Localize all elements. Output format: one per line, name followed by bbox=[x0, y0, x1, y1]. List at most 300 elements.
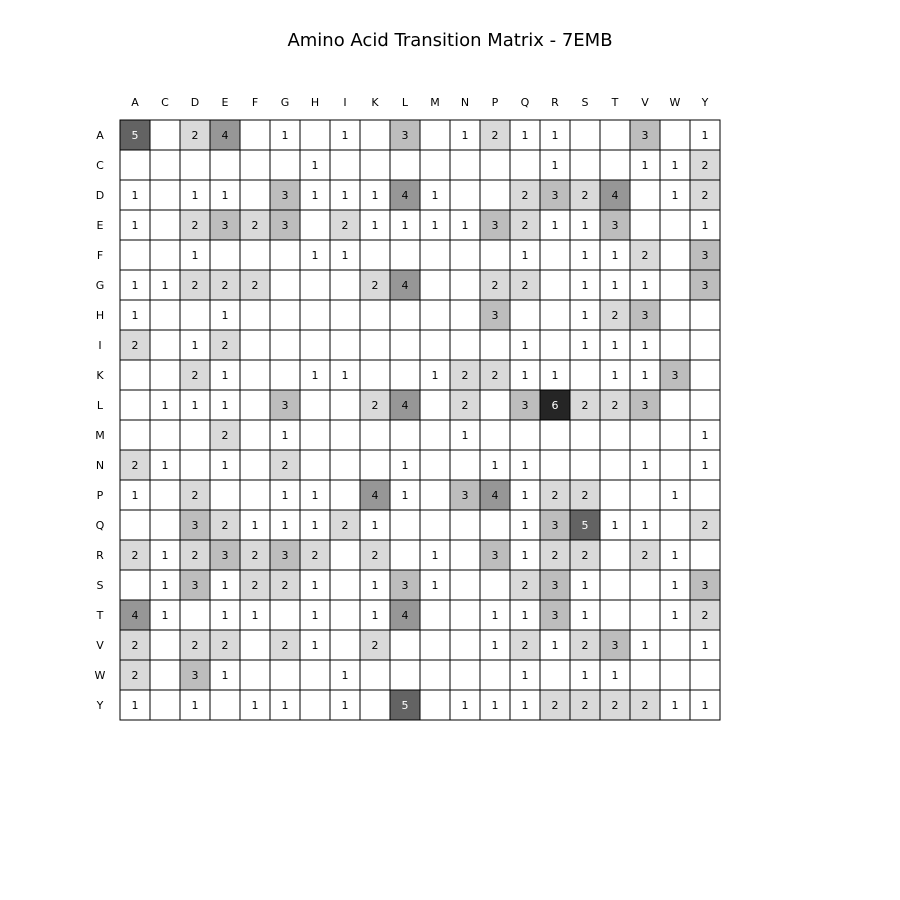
heatmap-cell-S-A bbox=[120, 570, 150, 600]
cell-value-label: 2 bbox=[461, 369, 469, 382]
heatmap-cell-K-A bbox=[120, 360, 150, 390]
cell-value-label: 1 bbox=[521, 519, 529, 532]
cell-value-label: 2 bbox=[221, 279, 229, 292]
heatmap-cell-Y-E bbox=[210, 690, 240, 720]
heatmap-cell-M-H bbox=[300, 420, 330, 450]
heatmap-cell-T-G bbox=[270, 600, 300, 630]
heatmap-cell-R-Y bbox=[690, 540, 720, 570]
heatmap-cell-T-N bbox=[450, 600, 480, 630]
cell-value-label: 2 bbox=[461, 399, 469, 412]
cell-value-label: 1 bbox=[521, 369, 529, 382]
heatmap-cell-V-W bbox=[660, 630, 690, 660]
cell-value-label: 1 bbox=[701, 459, 709, 472]
cell-value-label: 2 bbox=[251, 219, 259, 232]
row-label-W: W bbox=[94, 669, 106, 682]
heatmap-cell-D-V bbox=[630, 180, 660, 210]
heatmap-cell-L-F bbox=[240, 390, 270, 420]
heatmap-cell-R-N bbox=[450, 540, 480, 570]
heatmap-cell-I-K bbox=[360, 330, 390, 360]
cell-value-label: 1 bbox=[581, 579, 589, 592]
cell-value-label: 1 bbox=[161, 459, 169, 472]
cell-value-label: 3 bbox=[491, 309, 499, 322]
cell-value-label: 2 bbox=[341, 519, 349, 532]
cell-value-label: 1 bbox=[641, 339, 649, 352]
heatmap-cell-M-I bbox=[330, 420, 360, 450]
row-label-Y: Y bbox=[96, 699, 104, 712]
cell-value-label: 3 bbox=[221, 549, 229, 562]
heatmap-cell-K-L bbox=[390, 360, 420, 390]
cell-value-label: 2 bbox=[581, 489, 589, 502]
cell-value-label: 1 bbox=[431, 549, 439, 562]
heatmap-cell-E-W bbox=[660, 210, 690, 240]
heatmap-cell-N-N bbox=[450, 450, 480, 480]
cell-value-label: 2 bbox=[611, 399, 619, 412]
heatmap-cell-Q-W bbox=[660, 510, 690, 540]
heatmap-cell-I-M bbox=[420, 330, 450, 360]
heatmap-cell-N-I bbox=[330, 450, 360, 480]
cell-value-label: 2 bbox=[641, 549, 649, 562]
heatmap-cell-G-W bbox=[660, 270, 690, 300]
cell-value-label: 1 bbox=[251, 699, 259, 712]
cell-value-label: 3 bbox=[641, 399, 649, 412]
cell-value-label: 1 bbox=[431, 369, 439, 382]
heatmap-cell-K-S bbox=[570, 360, 600, 390]
cell-value-label: 1 bbox=[611, 339, 619, 352]
cell-value-label: 2 bbox=[581, 189, 589, 202]
cell-value-label: 3 bbox=[281, 219, 289, 232]
row-label-N: N bbox=[95, 459, 105, 472]
heatmap-cell-R-I bbox=[330, 540, 360, 570]
heatmap-cell-C-P bbox=[480, 150, 510, 180]
cell-value-label: 1 bbox=[461, 699, 469, 712]
cell-value-label: 3 bbox=[461, 489, 469, 502]
heatmap-cell-H-G bbox=[270, 300, 300, 330]
heatmap-cell-F-M bbox=[420, 240, 450, 270]
heatmap-cell-C-D bbox=[180, 150, 210, 180]
cell-value-label: 3 bbox=[491, 219, 499, 232]
column-label-E: E bbox=[221, 96, 229, 109]
cell-value-label: 1 bbox=[521, 339, 529, 352]
heatmap-cell-W-W bbox=[660, 660, 690, 690]
heatmap-cell-C-Q bbox=[510, 150, 540, 180]
cell-value-label: 1 bbox=[131, 489, 139, 502]
heatmap-cell-P-M bbox=[420, 480, 450, 510]
heatmap-cell-N-D bbox=[180, 450, 210, 480]
cell-value-label: 1 bbox=[611, 279, 619, 292]
column-label-D: D bbox=[190, 96, 200, 109]
heatmap-cell-F-A bbox=[120, 240, 150, 270]
heatmap-cell-W-M bbox=[420, 660, 450, 690]
cell-value-label: 1 bbox=[191, 399, 199, 412]
cell-value-label: 2 bbox=[341, 219, 349, 232]
heatmap-cell-W-F bbox=[240, 660, 270, 690]
cell-value-label: 1 bbox=[131, 189, 139, 202]
heatmap-cell-S-I bbox=[330, 570, 360, 600]
cell-value-label: 1 bbox=[521, 489, 529, 502]
heatmap-cell-C-G bbox=[270, 150, 300, 180]
heatmap-cell-N-M bbox=[420, 450, 450, 480]
heatmap-cell-W-H bbox=[300, 660, 330, 690]
cell-value-label: 2 bbox=[281, 459, 289, 472]
heatmap-cell-W-L bbox=[390, 660, 420, 690]
cell-value-label: 1 bbox=[191, 339, 199, 352]
cell-value-label: 3 bbox=[641, 309, 649, 322]
cell-value-label: 2 bbox=[221, 639, 229, 652]
heatmap-cell-Q-P bbox=[480, 510, 510, 540]
heatmap-cell-P-I bbox=[330, 480, 360, 510]
heatmap-cell-Q-A bbox=[120, 510, 150, 540]
heatmap-cell-L-Y bbox=[690, 390, 720, 420]
heatmap-cell-Q-L bbox=[390, 510, 420, 540]
column-label-M: M bbox=[430, 96, 440, 109]
cell-value-label: 1 bbox=[521, 459, 529, 472]
cell-value-label: 1 bbox=[131, 309, 139, 322]
cell-value-label: 2 bbox=[251, 549, 259, 562]
heatmap-cell-G-N bbox=[450, 270, 480, 300]
heatmap-cell-I-P bbox=[480, 330, 510, 360]
cell-value-label: 1 bbox=[191, 189, 199, 202]
cell-value-label: 2 bbox=[701, 189, 709, 202]
row-label-A: A bbox=[96, 129, 104, 142]
column-label-L: L bbox=[401, 96, 409, 109]
cell-value-label: 1 bbox=[581, 609, 589, 622]
heatmap-cell-S-P bbox=[480, 570, 510, 600]
heatmap-cell-Y-C bbox=[150, 690, 180, 720]
cell-value-label: 1 bbox=[521, 609, 529, 622]
heatmap-cell-C-F bbox=[240, 150, 270, 180]
cell-value-label: 2 bbox=[191, 219, 199, 232]
cell-value-label: 2 bbox=[521, 579, 529, 592]
heatmap-cell-M-L bbox=[390, 420, 420, 450]
cell-value-label: 4 bbox=[491, 489, 499, 502]
heatmap-cell-F-P bbox=[480, 240, 510, 270]
cell-value-label: 4 bbox=[131, 609, 139, 622]
heatmap-cell-Q-N bbox=[450, 510, 480, 540]
cell-value-label: 1 bbox=[701, 429, 709, 442]
heatmap-cell-M-Q bbox=[510, 420, 540, 450]
cell-value-label: 3 bbox=[191, 579, 199, 592]
heatmap-cell-H-Y bbox=[690, 300, 720, 330]
cell-value-label: 1 bbox=[281, 129, 289, 142]
cell-value-label: 2 bbox=[131, 549, 139, 562]
heatmap-cell-L-I bbox=[330, 390, 360, 420]
cell-value-label: 1 bbox=[251, 519, 259, 532]
cell-value-label: 1 bbox=[581, 669, 589, 682]
heatmap-cell-S-T bbox=[600, 570, 630, 600]
cell-value-label: 1 bbox=[491, 609, 499, 622]
cell-value-label: 2 bbox=[251, 279, 259, 292]
heatmap-cell-K-K bbox=[360, 360, 390, 390]
cell-value-label: 3 bbox=[671, 369, 679, 382]
cell-value-label: 2 bbox=[371, 399, 379, 412]
cell-value-label: 1 bbox=[311, 369, 319, 382]
cell-value-label: 2 bbox=[641, 699, 649, 712]
cell-value-label: 1 bbox=[551, 219, 559, 232]
heatmap-cell-Y-M bbox=[420, 690, 450, 720]
heatmap-cell-C-M bbox=[420, 150, 450, 180]
cell-value-label: 1 bbox=[701, 129, 709, 142]
cell-value-label: 4 bbox=[401, 279, 409, 292]
heatmap-cell-H-F bbox=[240, 300, 270, 330]
cell-value-label: 2 bbox=[191, 489, 199, 502]
heatmap-cell-F-E bbox=[210, 240, 240, 270]
cell-value-label: 1 bbox=[281, 489, 289, 502]
row-label-R: R bbox=[96, 549, 104, 562]
cell-value-label: 2 bbox=[701, 159, 709, 172]
cell-value-label: 1 bbox=[671, 699, 679, 712]
cell-value-label: 3 bbox=[551, 519, 559, 532]
cell-value-label: 2 bbox=[491, 129, 499, 142]
heatmap-cell-W-R bbox=[540, 660, 570, 690]
heatmap-cell-D-F bbox=[240, 180, 270, 210]
heatmap-cell-I-G bbox=[270, 330, 300, 360]
heatmap-cell-L-W bbox=[660, 390, 690, 420]
cell-value-label: 1 bbox=[221, 309, 229, 322]
heatmap-cell-D-P bbox=[480, 180, 510, 210]
cell-value-label: 3 bbox=[191, 669, 199, 682]
cell-value-label: 1 bbox=[641, 519, 649, 532]
cell-value-label: 3 bbox=[551, 609, 559, 622]
cell-value-label: 2 bbox=[371, 549, 379, 562]
column-label-G: G bbox=[280, 96, 290, 109]
cell-value-label: 1 bbox=[191, 249, 199, 262]
cell-value-label: 1 bbox=[641, 459, 649, 472]
heatmap-cell-H-R bbox=[540, 300, 570, 330]
cell-value-label: 1 bbox=[521, 549, 529, 562]
cell-value-label: 1 bbox=[251, 609, 259, 622]
row-label-E: E bbox=[96, 219, 104, 232]
heatmap-cell-M-F bbox=[240, 420, 270, 450]
cell-value-label: 3 bbox=[551, 579, 559, 592]
heatmap-cell-P-C bbox=[150, 480, 180, 510]
column-label-R: R bbox=[551, 96, 559, 109]
cell-value-label: 1 bbox=[161, 549, 169, 562]
cell-value-label: 1 bbox=[341, 249, 349, 262]
heatmap-cell-F-C bbox=[150, 240, 180, 270]
cell-value-label: 1 bbox=[641, 279, 649, 292]
column-label-H: H bbox=[310, 96, 320, 109]
heatmap-cell-I-Y bbox=[690, 330, 720, 360]
heatmap-cell-M-W bbox=[660, 420, 690, 450]
cell-value-label: 3 bbox=[491, 549, 499, 562]
cell-value-label: 1 bbox=[311, 639, 319, 652]
cell-value-label: 3 bbox=[701, 249, 709, 262]
heatmap-cell-N-K bbox=[360, 450, 390, 480]
heatmap-cell-F-F bbox=[240, 240, 270, 270]
cell-value-label: 5 bbox=[581, 519, 589, 532]
heatmap-cell-L-P bbox=[480, 390, 510, 420]
heatmap-cell-M-R bbox=[540, 420, 570, 450]
cell-value-label: 3 bbox=[611, 219, 619, 232]
heatmap-cell-M-K bbox=[360, 420, 390, 450]
row-label-C: C bbox=[96, 159, 104, 172]
cell-value-label: 1 bbox=[341, 369, 349, 382]
cell-value-label: 2 bbox=[551, 549, 559, 562]
cell-value-label: 2 bbox=[251, 579, 259, 592]
heatmap-cell-I-H bbox=[300, 330, 330, 360]
heatmap-cell-M-S bbox=[570, 420, 600, 450]
column-label-Y: Y bbox=[701, 96, 709, 109]
heatmap-cell-V-M bbox=[420, 630, 450, 660]
cell-value-label: 1 bbox=[341, 669, 349, 682]
row-label-F: F bbox=[96, 249, 104, 262]
heatmap-cell-Q-M bbox=[420, 510, 450, 540]
heatmap-cell-T-M bbox=[420, 600, 450, 630]
cell-value-label: 2 bbox=[551, 699, 559, 712]
cell-value-label: 1 bbox=[131, 279, 139, 292]
heatmap-cell-T-I bbox=[330, 600, 360, 630]
cell-value-label: 2 bbox=[131, 669, 139, 682]
heatmap-cell-L-H bbox=[300, 390, 330, 420]
cell-value-label: 1 bbox=[341, 189, 349, 202]
cell-value-label: 2 bbox=[521, 219, 529, 232]
cell-value-label: 1 bbox=[671, 609, 679, 622]
cell-value-label: 1 bbox=[521, 249, 529, 262]
heatmap-cell-K-Y bbox=[690, 360, 720, 390]
cell-value-label: 1 bbox=[581, 309, 589, 322]
heatmap-cell-G-R bbox=[540, 270, 570, 300]
heatmap-cell-I-N bbox=[450, 330, 480, 360]
cell-value-label: 1 bbox=[371, 189, 379, 202]
cell-value-label: 3 bbox=[221, 219, 229, 232]
cell-value-label: 1 bbox=[161, 579, 169, 592]
heatmap-cell-W-G bbox=[270, 660, 300, 690]
heatmap-cell-H-W bbox=[660, 300, 690, 330]
cell-value-label: 1 bbox=[491, 459, 499, 472]
cell-value-label: 1 bbox=[611, 669, 619, 682]
cell-value-label: 1 bbox=[371, 609, 379, 622]
row-label-I: I bbox=[98, 339, 102, 352]
cell-value-label: 2 bbox=[641, 249, 649, 262]
cell-value-label: 2 bbox=[521, 639, 529, 652]
cell-value-label: 1 bbox=[371, 579, 379, 592]
cell-value-label: 1 bbox=[581, 249, 589, 262]
heatmap-cell-H-L bbox=[390, 300, 420, 330]
heatmap-cell-M-V bbox=[630, 420, 660, 450]
cell-value-label: 3 bbox=[551, 189, 559, 202]
cell-value-label: 2 bbox=[581, 699, 589, 712]
heatmap-cell-L-M bbox=[420, 390, 450, 420]
cell-value-label: 1 bbox=[581, 279, 589, 292]
heatmap-cell-G-H bbox=[300, 270, 330, 300]
heatmap-cell-G-M bbox=[420, 270, 450, 300]
cell-value-label: 1 bbox=[161, 399, 169, 412]
cell-value-label: 1 bbox=[581, 219, 589, 232]
cell-value-label: 2 bbox=[491, 369, 499, 382]
cell-value-label: 2 bbox=[611, 699, 619, 712]
row-label-L: L bbox=[96, 399, 104, 412]
heatmap-cell-F-K bbox=[360, 240, 390, 270]
cell-value-label: 3 bbox=[281, 189, 289, 202]
cell-value-label: 2 bbox=[521, 189, 529, 202]
heatmap-cell-I-C bbox=[150, 330, 180, 360]
cell-value-label: 2 bbox=[521, 279, 529, 292]
heatmap-cell-P-Y bbox=[690, 480, 720, 510]
cell-value-label: 1 bbox=[281, 429, 289, 442]
heatmap-cell-H-M bbox=[420, 300, 450, 330]
cell-value-label: 1 bbox=[431, 189, 439, 202]
cell-value-label: 1 bbox=[401, 219, 409, 232]
cell-value-label: 1 bbox=[311, 609, 319, 622]
cell-value-label: 1 bbox=[431, 219, 439, 232]
cell-value-label: 1 bbox=[461, 429, 469, 442]
heatmap-cell-D-N bbox=[450, 180, 480, 210]
cell-value-label: 1 bbox=[551, 369, 559, 382]
heatmap-cell-A-K bbox=[360, 120, 390, 150]
cell-value-label: 1 bbox=[221, 369, 229, 382]
column-label-F: F bbox=[251, 96, 259, 109]
cell-value-label: 3 bbox=[281, 549, 289, 562]
cell-value-label: 1 bbox=[641, 159, 649, 172]
cell-value-label: 3 bbox=[401, 129, 409, 142]
cell-value-label: 1 bbox=[161, 609, 169, 622]
cell-value-label: 1 bbox=[221, 399, 229, 412]
heatmap-cell-C-C bbox=[150, 150, 180, 180]
heatmap-cell-M-M bbox=[420, 420, 450, 450]
heatmap-cell-C-L bbox=[390, 150, 420, 180]
cell-value-label: 2 bbox=[371, 639, 379, 652]
heatmap-cell-C-T bbox=[600, 150, 630, 180]
cell-value-label: 2 bbox=[701, 519, 709, 532]
heatmap-cell-Q-C bbox=[150, 510, 180, 540]
heatmap-cell-G-I bbox=[330, 270, 360, 300]
heatmap-cell-M-D bbox=[180, 420, 210, 450]
chart-title: Amino Acid Transition Matrix - 7EMB bbox=[287, 30, 613, 51]
cell-value-label: 1 bbox=[551, 129, 559, 142]
heatmap-cell-H-Q bbox=[510, 300, 540, 330]
heatmap-cell-P-F bbox=[240, 480, 270, 510]
heatmap-cell-A-F bbox=[240, 120, 270, 150]
heatmap-cell-M-A bbox=[120, 420, 150, 450]
cell-value-label: 2 bbox=[131, 339, 139, 352]
cell-value-label: 1 bbox=[281, 699, 289, 712]
heatmap-cell-M-C bbox=[150, 420, 180, 450]
heatmap-cell-P-E bbox=[210, 480, 240, 510]
heatmap-cell-S-N bbox=[450, 570, 480, 600]
heatmap-cell-H-H bbox=[300, 300, 330, 330]
column-label-Q: Q bbox=[520, 96, 530, 109]
cell-value-label: 1 bbox=[221, 609, 229, 622]
heatmap-cell-W-C bbox=[150, 660, 180, 690]
cell-value-label: 1 bbox=[521, 669, 529, 682]
cell-value-label: 1 bbox=[671, 579, 679, 592]
heatmap-cell-I-I bbox=[330, 330, 360, 360]
cell-value-label: 1 bbox=[131, 219, 139, 232]
cell-value-label: 1 bbox=[611, 249, 619, 262]
cell-value-label: 1 bbox=[311, 579, 319, 592]
cell-value-label: 1 bbox=[671, 159, 679, 172]
cell-value-label: 3 bbox=[611, 639, 619, 652]
column-label-W: W bbox=[669, 96, 681, 109]
cell-value-label: 2 bbox=[191, 369, 199, 382]
cell-value-label: 2 bbox=[221, 429, 229, 442]
heatmap-cell-W-V bbox=[630, 660, 660, 690]
heatmap-cell-C-E bbox=[210, 150, 240, 180]
row-label-G: G bbox=[95, 279, 105, 292]
heatmap-cell-M-P bbox=[480, 420, 510, 450]
cell-value-label: 2 bbox=[701, 609, 709, 622]
cell-value-label: 2 bbox=[281, 639, 289, 652]
heatmap-cell-I-R bbox=[540, 330, 570, 360]
cell-value-label: 1 bbox=[311, 159, 319, 172]
heatmap-cell-R-T bbox=[600, 540, 630, 570]
cell-value-label: 1 bbox=[521, 699, 529, 712]
cell-value-label: 2 bbox=[131, 639, 139, 652]
cell-value-label: 1 bbox=[401, 459, 409, 472]
cell-value-label: 1 bbox=[221, 189, 229, 202]
cell-value-label: 1 bbox=[281, 519, 289, 532]
row-label-S: S bbox=[96, 579, 104, 592]
